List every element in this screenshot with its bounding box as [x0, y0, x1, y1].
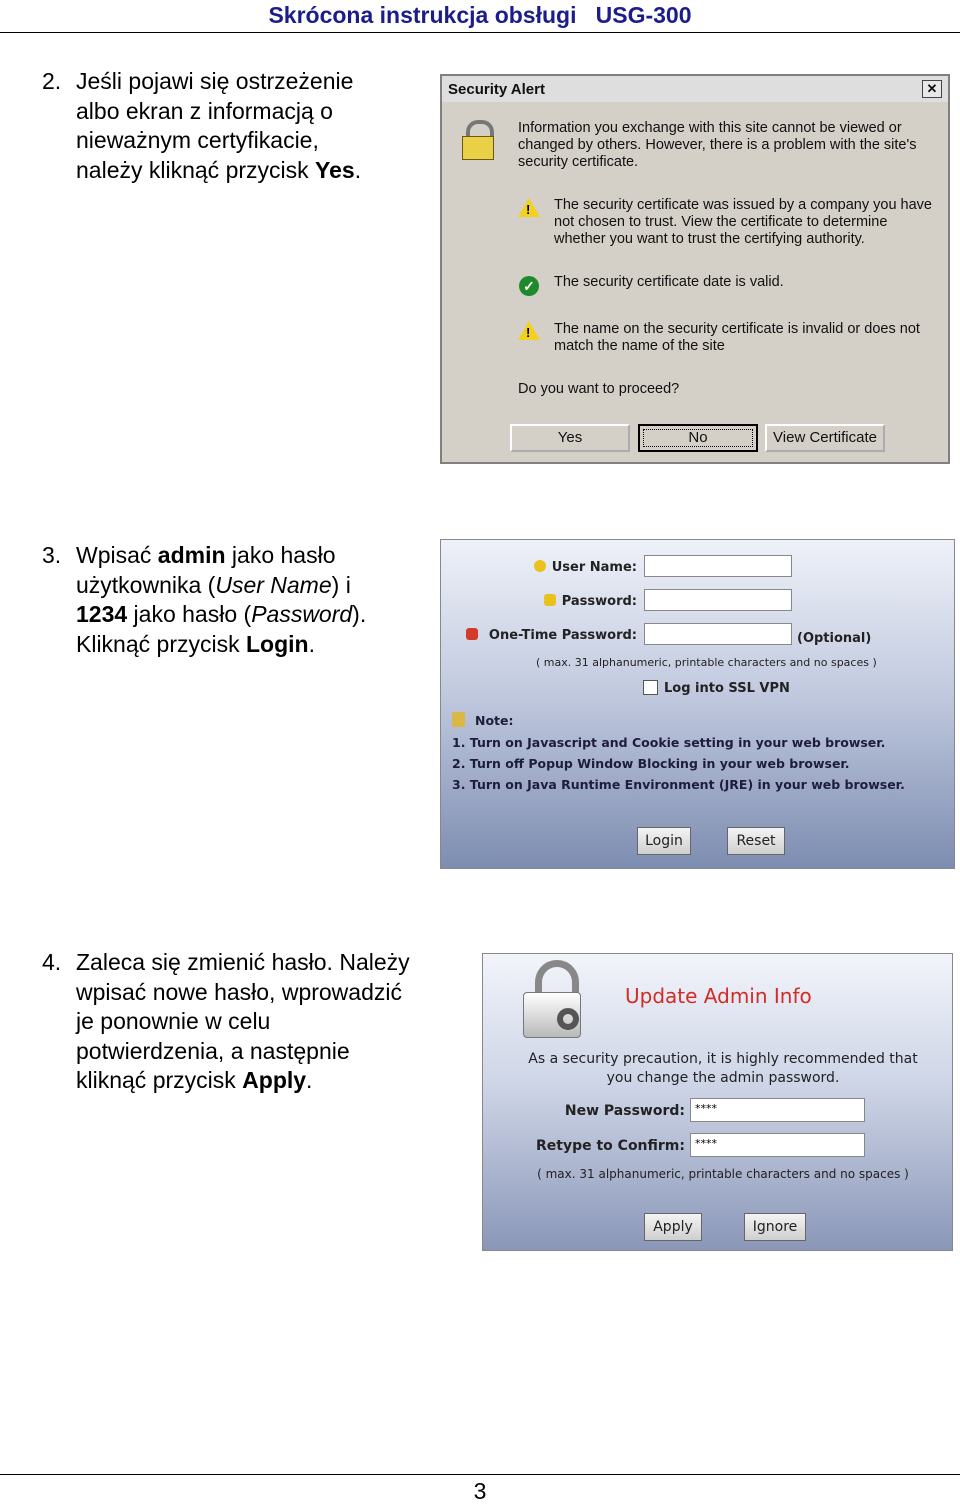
bold-text: Login	[245, 630, 309, 657]
password-input[interactable]	[644, 589, 792, 611]
security-alert-dialog	[440, 74, 950, 464]
dialog-item: The security certificate date is valid.	[554, 274, 784, 290]
update-admin-description	[503, 1050, 943, 1088]
bold-text: admin	[157, 542, 226, 568]
dialog-title: Security Alert	[448, 80, 545, 98]
padlock-icon	[523, 960, 589, 1042]
step-number: 3.	[42, 542, 62, 568]
description-line: you change the admin password.	[606, 1070, 840, 1086]
otp-label: One-Time Password:	[488, 628, 637, 643]
note-title: Note:	[475, 713, 514, 728]
user-name-input[interactable]	[644, 555, 792, 577]
step-3	[42, 541, 366, 659]
text: jako hasło (	[127, 601, 252, 627]
retype-password-input[interactable]: ****	[690, 1133, 865, 1157]
lock-warning-icon	[462, 120, 496, 160]
note-item: 1. Turn on Javascript and Cookie setting in your web browser.	[452, 735, 886, 750]
new-password-input[interactable]: ****	[690, 1098, 865, 1122]
dialog-item: The name on the security certificate is invalid or does not match the name of the site	[554, 321, 920, 354]
view-certificate-button[interactable]: View Certificate	[765, 424, 885, 452]
close-icon[interactable]: ✕	[922, 80, 942, 98]
step-line: potwierdzenia, a następnie	[76, 1037, 350, 1064]
step-line	[76, 156, 361, 186]
step-number: 2.	[42, 68, 62, 94]
login-panel	[440, 539, 955, 869]
text: ) i	[331, 571, 351, 598]
step-number: 4.	[42, 949, 62, 975]
italic-text: Password	[251, 601, 353, 627]
otp-input[interactable]	[644, 623, 792, 645]
retype-password-label: Retype to Confirm:	[536, 1138, 685, 1154]
warning-icon: !	[518, 198, 540, 217]
bold-text: Apply	[242, 1067, 307, 1093]
step-line	[76, 541, 366, 571]
note-item: 3. Turn on Java Runtime Environment (JRE) in your web browser.	[452, 777, 905, 792]
dialog-intro: Information you exchange with this site cannot be viewed or changed by others. However, there is a problem with the site's security certificate.	[518, 120, 917, 170]
yes-button[interactable]: Yes	[510, 424, 630, 452]
password-hint: ( max. 31 alphanumeric, printable characters and no spaces )	[537, 1167, 909, 1181]
step-line	[76, 571, 366, 601]
ssl-vpn-checkbox[interactable]	[643, 680, 658, 695]
note-icon	[452, 712, 465, 727]
warning-icon: !	[518, 321, 540, 340]
user-name-label: User Name:	[551, 560, 637, 575]
step-2	[42, 67, 361, 185]
step-line	[76, 600, 366, 630]
update-admin-panel	[482, 953, 953, 1251]
optional-label: (Optional)	[797, 631, 872, 646]
password-label: Password:	[561, 594, 637, 609]
text: należy kliknąć przycisk	[76, 156, 316, 183]
password-hint: ( max. 31 alphanumeric, printable characters and no spaces )	[536, 656, 877, 669]
step-line: Jeśli pojawi się ostrzeżenie	[76, 68, 354, 94]
document-header: Skrócona instrukcja obsługi USG-300	[268, 2, 692, 28]
text: Kliknąć przycisk	[76, 630, 246, 657]
description-line: As a security precaution, it is highly recommended that	[528, 1051, 918, 1067]
step-line: nieważnym certyfikacie,	[76, 127, 319, 153]
step-line	[76, 630, 366, 660]
login-button[interactable]: Login	[637, 827, 691, 855]
text: jako hasło	[225, 542, 336, 568]
text: .	[354, 156, 362, 183]
italic-text: User Name	[215, 571, 332, 598]
dialog-question: Do you want to proceed?	[518, 381, 680, 397]
step-line: albo ekran z informacją o	[76, 97, 333, 124]
step-line: je ponownie w celu	[76, 1008, 271, 1034]
text: użytkownika (	[76, 571, 216, 598]
text: Wpisać	[76, 542, 158, 568]
dialog-titlebar	[442, 76, 948, 102]
new-password-label: New Password:	[564, 1103, 685, 1119]
header-rule	[0, 32, 960, 33]
step-line: wpisać nowe hasło, wprowadzić	[76, 978, 402, 1005]
step-4	[42, 948, 410, 1096]
step-line	[76, 1066, 410, 1096]
ssl-vpn-label: Log into SSL VPN	[664, 681, 790, 696]
reset-button[interactable]: Reset	[727, 827, 785, 855]
page-number: 3	[473, 1478, 487, 1504]
apply-button[interactable]: Apply	[644, 1213, 702, 1241]
update-admin-title: Update Admin Info	[625, 984, 812, 1008]
text: .	[306, 1067, 313, 1093]
ignore-button[interactable]: Ignore	[744, 1213, 806, 1241]
text: .	[308, 630, 315, 657]
bold-text: 1234	[76, 601, 128, 627]
note-item: 2. Turn off Popup Window Blocking in your web browser.	[452, 756, 850, 771]
dialog-item: The security certificate was issued by a company you have not chosen to trust. View the certificate to determine whether you want to trust the certifying authority.	[554, 197, 932, 247]
bold-text: Yes	[315, 156, 355, 183]
no-button[interactable]: No	[638, 424, 758, 452]
text: ).	[352, 601, 367, 627]
step-line: Zaleca się zmienić hasło. Należy	[76, 949, 410, 975]
text: kliknąć przycisk	[76, 1067, 243, 1093]
check-icon: ✓	[519, 276, 539, 296]
footer-rule	[0, 1474, 960, 1475]
